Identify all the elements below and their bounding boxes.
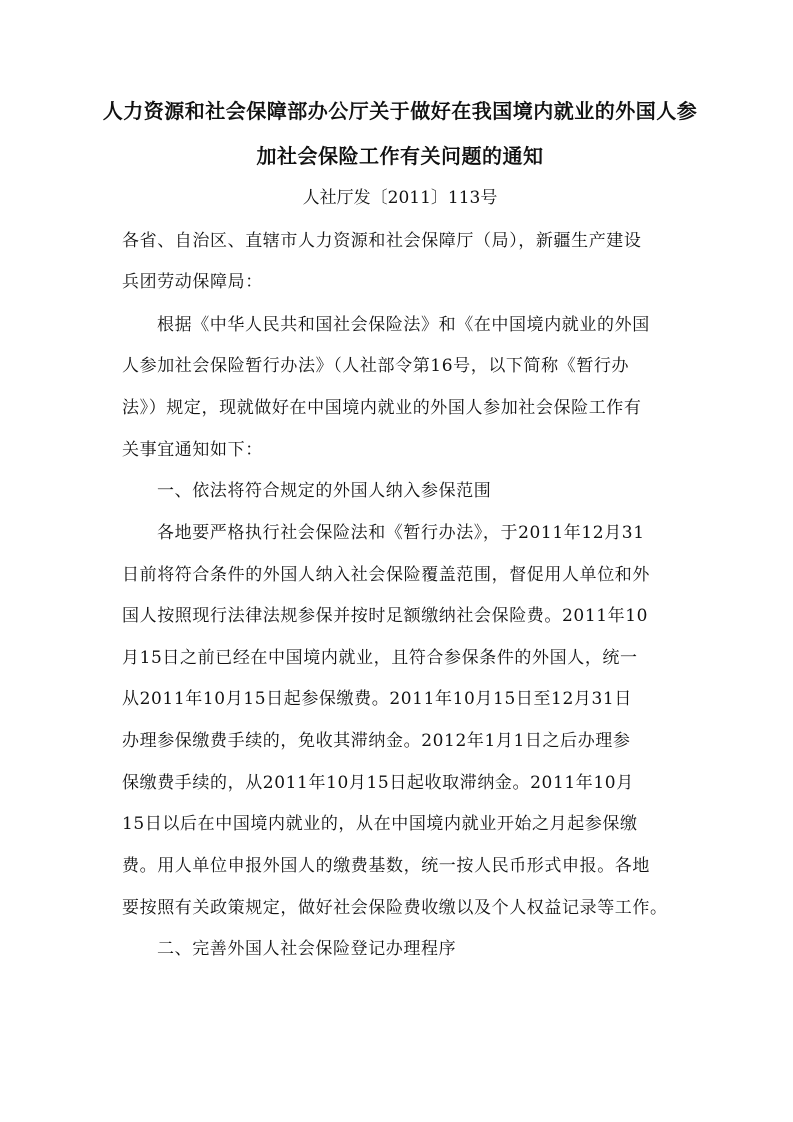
section-heading-1: 一、依法将符合规定的外国人纳入参保范围 <box>157 481 492 501</box>
document-number: 人社厅发〔2011〕113号 <box>302 188 498 208</box>
section-heading-2: 二、完善外国人社会保险登记办理程序 <box>157 939 457 959</box>
body-line: 费。用人单位申报外国人的缴费基数，统一按人民币形式申报。各地 <box>122 856 650 876</box>
body-line: 关事宜通知如下： <box>122 440 263 460</box>
body-line: 日前将符合条件的外国人纳入社会保险覆盖范围，督促用人单位和外 <box>122 565 650 585</box>
body-line: 从2011年10月15日起参保缴费。2011年10月15日至12月31日 <box>122 689 632 709</box>
body-line: 保缴费手续的，从2011年10月15日起收取滞纳金。2011年10月 <box>122 773 634 793</box>
document-title-line-2: 加社会保险工作有关问题的通知 <box>256 144 544 168</box>
body-line: 15日以后在中国境内就业的，从在中国境内就业开始之月起参保缴 <box>122 814 638 834</box>
body-line: 国人按照现行法律法规参保并按时足额缴纳社会保险费。2011年10 <box>122 606 649 626</box>
body-line: 法》）规定，现就做好在中国境内就业的外国人参加社会保险工作有 <box>122 398 642 418</box>
body-line: 人参加社会保险暂行办法》（人社部令第16号，以下简称《暂行办 <box>122 356 630 376</box>
body-line: 各地要严格执行社会保险法和《暂行办法》，于2011年12月31 <box>157 523 645 543</box>
body-line: 兵团劳动保障局： <box>122 272 263 292</box>
body-line: 根据《中华人民共和国社会保险法》和《在中国境内就业的外国 <box>157 315 650 335</box>
document-title-line-1: 人力资源和社会保障部办公厅关于做好在我国境内就业的外国人参 <box>102 99 698 123</box>
body-line: 要按照有关政策规定，做好社会保险费收缴以及个人权益记录等工作。 <box>122 898 668 918</box>
body-line: 月15日之前已经在中国境内就业，且符合参保条件的外国人，统一 <box>122 648 638 668</box>
body-line: 各省、自治区、直辖市人力资源和社会保障厅（局），新疆生产建设 <box>122 231 642 251</box>
body-line: 办理参保缴费手续的，免收其滞纳金。2012年1月1日之后办理参 <box>122 731 631 751</box>
